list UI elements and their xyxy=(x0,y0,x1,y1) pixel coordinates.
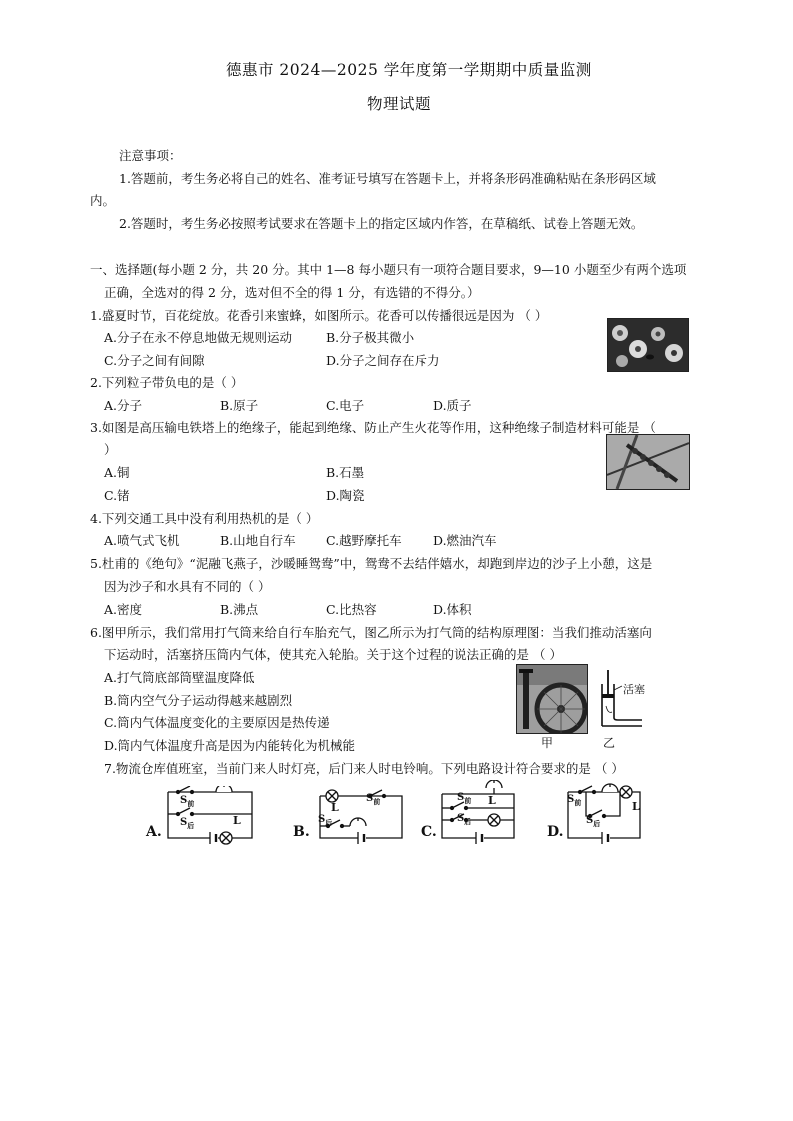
q1-stem: 1.盛夏时节，百花绽放。花香引来蜜蜂，如图所示。花香可以传播很远是因为 （ ） xyxy=(90,308,548,323)
q3-stem: 3.如图是高压输电铁塔上的绝缘子，能起到绝缘、防止产生火花等作用，这种绝缘子制造材料可能是 （ xyxy=(90,420,656,435)
q1-option-b: B.分子极其微小 xyxy=(326,330,415,345)
q7-d-switch-back: $S_后$ xyxy=(586,815,601,828)
q7-a-switch-front: $S_前$ xyxy=(180,795,195,808)
q7-circuit-a xyxy=(160,786,260,848)
q7-d-switch-front: $S_前$ xyxy=(567,794,582,807)
q4-option-a: A.喷气式飞机 xyxy=(104,533,180,548)
q4-stem: 4.下列交通工具中没有利用热机的是（ ） xyxy=(90,511,319,526)
notice-item-1-cont: 内。 xyxy=(90,193,116,208)
q7-b-lamp-label: L xyxy=(331,801,339,814)
q6-stem: 6.图甲所示，我们常用打气筒来给自行车胎充气，图乙所示为打气筒的结构原理图：当我们推动活塞向 xyxy=(90,625,652,640)
q7-d-lamp-label: L xyxy=(632,800,640,813)
q6-pump-diagram xyxy=(592,668,650,738)
q3-option-a: A.铜 xyxy=(104,465,130,480)
q6-option-b: B.筒内空气分子运动得越来越剧烈 xyxy=(104,693,293,708)
q5-stem-cont: 因为沙子和水具有不同的（ ） xyxy=(104,579,271,594)
section-heading-cont: 正确，全选对的得 2 分，选对但不全的得 1 分，有选错的不得分。） xyxy=(104,285,480,300)
q7-stem: 7.物流仓库值班室，当前门来人时灯亮，后门来人时电铃响。下列电路设计符合要求的是 （ ） xyxy=(104,761,624,776)
q6-option-a: A.打气筒底部筒壁温度降低 xyxy=(104,670,255,685)
q5-option-b: B.沸点 xyxy=(220,602,259,617)
q6-bike-pump-photo xyxy=(516,664,588,734)
q3-insulator-photo xyxy=(606,434,690,490)
q3-option-d: D.陶瓷 xyxy=(326,488,365,503)
q2-option-a: A.分子 xyxy=(104,398,143,413)
notice-item-2: 2.答题时，考生务必按照考试要求在答题卡上的指定区域内作答，在草稿纸、试卷上答题无效。 xyxy=(119,216,644,231)
q5-option-c: C.比热容 xyxy=(326,602,377,617)
q1-flower-bee-photo xyxy=(607,318,689,372)
q1-option-a: A.分子在永不停息地做无规则运动 xyxy=(104,330,293,345)
q3-option-b: B.石墨 xyxy=(326,465,365,480)
notice-item-1: 1.答题前，考生务必将自己的姓名、准考证号填写在答题卡上，并将条形码准确粘贴在条形码区域 xyxy=(119,171,656,186)
q4-option-b: B.山地自行车 xyxy=(220,533,296,548)
q2-option-b: B.原子 xyxy=(220,398,259,413)
q1-option-c: C.分子之间有间隙 xyxy=(104,353,205,368)
notice-heading: 注意事项： xyxy=(119,148,182,163)
q2-option-d: D.质子 xyxy=(433,398,472,413)
q7-option-a-label: A. xyxy=(146,824,162,840)
q6-option-c: C.筒内气体温度变化的主要原因是热传递 xyxy=(104,715,330,730)
q3-option-c: C.锗 xyxy=(104,488,130,503)
q7-b-switch-front: $S_前$ xyxy=(366,793,381,806)
q7-a-switch-back: $S_后$ xyxy=(180,817,195,830)
q1-option-d: D.分子之间存在斥力 xyxy=(326,353,440,368)
q7-a-lamp-label: L xyxy=(233,814,241,827)
section-heading: 一、选择题(每小题 2 分，共 20 分。其中 1—8 每小题只有一项符合题目要求，9—10 小题至少有两个选项 xyxy=(90,262,687,277)
q6-fig-jia-label: 甲 xyxy=(541,736,554,750)
q7-option-d-label: D. xyxy=(547,824,564,840)
q5-option-d: D.体积 xyxy=(433,602,472,617)
q6-fig-yi-label: 乙 xyxy=(603,736,616,750)
q4-option-c: C.越野摩托车 xyxy=(326,533,402,548)
q2-stem: 2.下列粒子带负电的是（ ） xyxy=(90,375,244,390)
page-subtitle: 物理试题 xyxy=(367,95,432,113)
q6-piston-label: 活塞 xyxy=(623,683,645,696)
q7-option-c-label: C. xyxy=(421,824,437,840)
q6-option-d: D.筒内气体温度升高是因为内能转化为机械能 xyxy=(104,738,356,753)
q4-option-d: D.燃油汽车 xyxy=(433,533,497,548)
q7-c-switch-front: $S_前$ xyxy=(457,792,472,805)
q5-stem: 5.杜甫的《绝句》“泥融飞燕子，沙暖睡鸳鸯”中，鸳鸯不去结伴嬉水，却跑到岸边的沙子上小憩，这是 xyxy=(90,556,653,571)
q2-option-c: C.电子 xyxy=(326,398,365,413)
q7-circuit-d xyxy=(562,780,646,848)
q3-stem-cont: ） xyxy=(104,442,117,457)
q6-stem-cont: 下运动时，活塞挤压筒内气体，使其充入轮胎。关于这个过程的说法正确的是 （ ） xyxy=(104,647,562,662)
page-title: 德惠市 2024—2025 学年度第一学期期中质量监测 xyxy=(226,61,592,79)
q7-option-b-label: B. xyxy=(293,824,310,840)
q5-option-a: A.密度 xyxy=(104,602,143,617)
q7-c-switch-back: $S_后$ xyxy=(457,813,472,826)
q7-b-switch-back: $S_后$ xyxy=(318,814,333,827)
q7-circuit-c xyxy=(438,780,518,848)
q7-c-lamp-label: L xyxy=(488,794,496,807)
